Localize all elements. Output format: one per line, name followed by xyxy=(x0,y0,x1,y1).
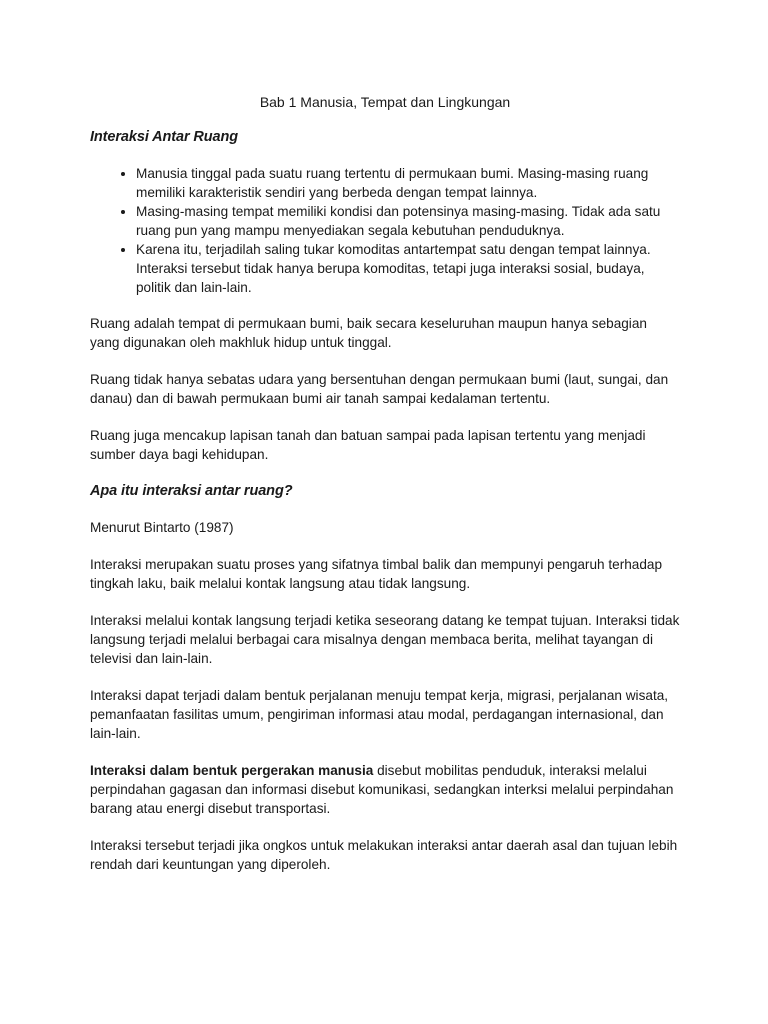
paragraph-text: disebut mobilitas penduduk, interaksi melalui perpindahan gagasan dan informasi disebut komunikasi, sedangkan interksi melalui perpindahan barang atau energi disebut transportasi. xyxy=(90,763,674,816)
list-item: • Karena itu, terjadilah saling tukar komoditas antartempat satu dengan tempat lainnya. Interaksi tersebut tidak hanya berupa komoditas, tetapi juga interaksi sosial, budaya, politik dan lain-lain. xyxy=(136,240,680,297)
section-heading-apa-itu-interaksi: Apa itu interaksi antar ruang? xyxy=(90,483,293,499)
section-heading-interaksi-antar-ruang: Interaksi Antar Ruang xyxy=(90,129,239,145)
source-citation: Menurut Bintarto (1987) xyxy=(90,520,234,535)
bold-lead-text: Interaksi dalam bentuk pergerakan manusia xyxy=(90,763,374,778)
paragraph: Ruang juga mencakup lapisan tanah dan batuan sampai pada lapisan tertentu yang menjadi sumber daya bagi kehidupan. xyxy=(90,428,646,462)
list-item: • Manusia tinggal pada suatu ruang tertentu di permukaan bumi. Masing-masing ruang memiliki karakteristik sendiri yang berbeda dengan tempat lainnya. xyxy=(136,164,680,202)
paragraph: Interaksi dapat terjadi dalam bentuk perjalanan menuju tempat kerja, migrasi, perjalanan wisata, pemanfaatan fasilitas umum, pengiriman informasi atau modal, perdagangan internasional, dan lain-lain. xyxy=(90,688,669,741)
paragraph: Ruang adalah tempat di permukaan bumi, baik secara keseluruhan maupun hanya sebagian yang digunakan oleh makhluk hidup untuk tinggal. xyxy=(90,316,647,350)
paragraph: Interaksi merupakan suatu proses yang sifatnya timbal balik dan mempunyi pengaruh terhadap tingkah laku, baik melalui kontak langsung atau tidak langsung. xyxy=(90,557,663,591)
paragraph: Interaksi melalui kontak langsung terjadi ketika seseorang datang ke tempat tujuan. Interaksi tidak langsung terjadi melalui berbagai cara misalnya dengan membaca berita, melihat tayangan di televisi dan lain-lain. xyxy=(90,613,680,666)
document-title: Bab 1 Manusia, Tempat dan Lingkungan xyxy=(259,94,511,110)
list-item: • Masing-masing tempat memiliki kondisi dan potensinya masing-masing. Tidak ada satu ruang pun yang mampu menyediakan segala kebutuhan penduduknya. xyxy=(136,202,680,240)
paragraph-mixed xyxy=(90,761,680,818)
bullet-list xyxy=(90,164,680,297)
paragraph: Ruang tidak hanya sebatas udara yang bersentuhan dengan permukaan bumi (laut, sungai, dan danau) dan di bawah permukaan bumi air tanah sampai kedalaman tertentu. xyxy=(90,372,669,406)
paragraph: Interaksi tersebut terjadi jika ongkos untuk melakukan interaksi antar daerah asal dan tujuan lebih rendah dari keuntungan yang diperoleh. xyxy=(90,838,678,872)
document-page xyxy=(90,93,680,892)
